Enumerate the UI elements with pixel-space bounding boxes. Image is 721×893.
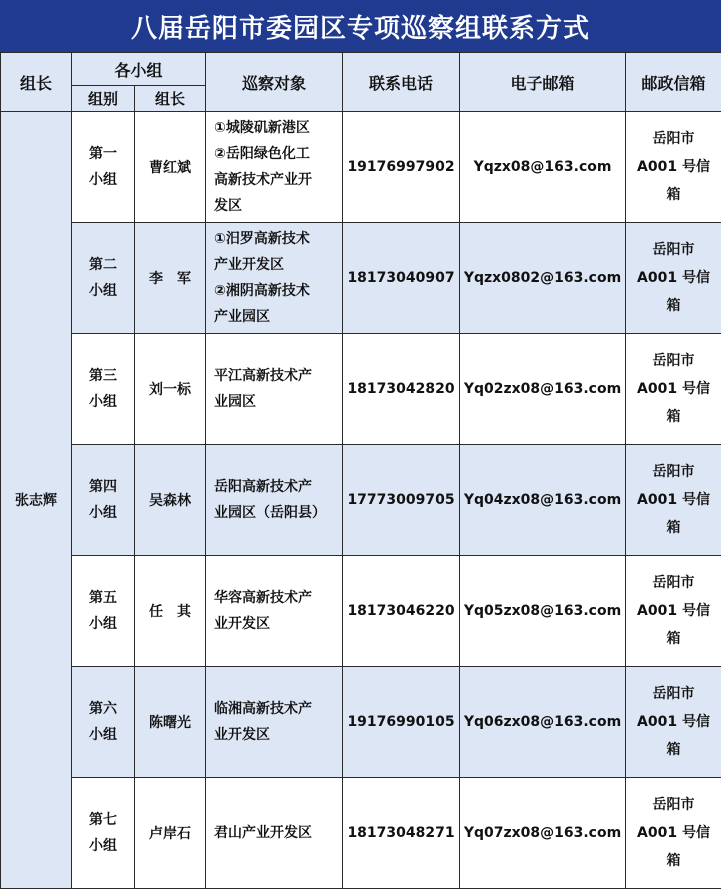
group-number-cell-line: 第二 (89, 257, 117, 273)
group-number-cell-line: 小组 (89, 616, 117, 632)
header-group-no: 组别 (72, 86, 135, 112)
target-cell-line: 临湘高新技术产 (214, 701, 313, 717)
email-cell: Yq05zx08@163.com (460, 556, 626, 667)
target-cell (206, 556, 343, 667)
email-cell: Yqzx0802@163.com (460, 223, 626, 334)
header-mailbox: 邮政信箱 (626, 53, 721, 112)
table-row (1, 556, 721, 667)
target-cell-line: 华容高新技术产 (214, 590, 313, 606)
header-target: 巡察对象 (206, 53, 343, 112)
contact-table (0, 52, 721, 889)
mailbox-cell (626, 112, 721, 223)
header-subgroups: 各小组 (72, 53, 206, 86)
group-number-cell-line: 第六 (89, 701, 117, 717)
group-leader-cell: 吴森林 (135, 445, 206, 556)
mailbox-cell-line: A001 号信 (637, 714, 710, 730)
group-leader-cell: 任 其 (135, 556, 206, 667)
mailbox-cell-line: A001 号信 (637, 159, 710, 175)
target-cell-line: 业开发区 (214, 616, 271, 632)
group-leader-cell: 曹红斌 (135, 112, 206, 223)
target-cell-line: 业园区（岳阳县） (214, 505, 327, 521)
table-row (1, 445, 721, 556)
target-cell-line: ①城陵矶新港区 (214, 120, 310, 136)
email-cell: Yqzx08@163.com (460, 112, 626, 223)
phone-cell: 17773009705 (343, 445, 460, 556)
mailbox-cell-line: 箱 (666, 853, 681, 869)
group-leader-cell: 卢岸石 (135, 778, 206, 889)
table-row (1, 112, 721, 223)
target-cell-line: 产业开发区 (214, 257, 285, 273)
target-cell-line: ②湘阴高新技术 (214, 283, 310, 299)
target-cell (206, 223, 343, 334)
target-cell (206, 667, 343, 778)
phone-cell: 18173042820 (343, 334, 460, 445)
mailbox-cell (626, 334, 721, 445)
group-number-cell (72, 667, 135, 778)
target-cell (206, 334, 343, 445)
group-leader-cell: 刘一标 (135, 334, 206, 445)
target-cell-line: ②岳阳绿色化工 (214, 146, 310, 162)
email-cell: Yq04zx08@163.com (460, 445, 626, 556)
group-number-cell (72, 445, 135, 556)
mailbox-cell-line: 箱 (666, 298, 681, 314)
target-cell-line: 高新技术产业开 (214, 172, 313, 188)
mailbox-cell-line: 岳阳市 (652, 464, 695, 480)
phone-cell: 18173048271 (343, 778, 460, 889)
target-cell (206, 112, 343, 223)
target-cell-line: 岳阳高新技术产 (214, 479, 313, 495)
group-number-cell-line: 小组 (89, 172, 117, 188)
phone-cell: 19176997902 (343, 112, 460, 223)
target-cell-line: ①汨罗高新技术 (214, 231, 310, 247)
group-number-cell (72, 223, 135, 334)
target-cell-line: 业园区 (214, 394, 257, 410)
group-number-cell (72, 778, 135, 889)
mailbox-cell-line: 岳阳市 (652, 575, 695, 591)
mailbox-cell-line: A001 号信 (637, 492, 710, 508)
group-number-cell-line: 第四 (89, 479, 117, 495)
group-leader-cell: 李 军 (135, 223, 206, 334)
email-cell: Yq06zx08@163.com (460, 667, 626, 778)
header-row (1, 53, 721, 86)
table-row (1, 667, 721, 778)
target-cell-line: 发区 (214, 198, 243, 214)
header-email: 电子邮箱 (460, 53, 626, 112)
group-number-cell-line: 小组 (89, 727, 117, 743)
mailbox-cell-line: 箱 (666, 631, 681, 647)
group-number-cell (72, 556, 135, 667)
group-leader-cell: 陈曙光 (135, 667, 206, 778)
mailbox-cell-line: A001 号信 (637, 603, 710, 619)
mailbox-cell-line: A001 号信 (637, 381, 710, 397)
mailbox-cell-line: 箱 (666, 409, 681, 425)
table-row (1, 334, 721, 445)
target-cell (206, 445, 343, 556)
page-title: 八届岳阳市委园区专项巡察组联系方式 (0, 0, 721, 52)
mailbox-cell-line: 箱 (666, 742, 681, 758)
target-cell-line: 业开发区 (214, 727, 271, 743)
header-phone: 联系电话 (343, 53, 460, 112)
group-number-cell-line: 第一 (89, 146, 117, 162)
team-leader-cell: 张志辉 (1, 112, 72, 889)
mailbox-cell (626, 223, 721, 334)
mailbox-cell-line: 岳阳市 (652, 686, 695, 702)
phone-cell: 19176990105 (343, 667, 460, 778)
group-number-cell (72, 112, 135, 223)
group-number-cell-line: 小组 (89, 283, 117, 299)
email-cell: Yq02zx08@163.com (460, 334, 626, 445)
mailbox-cell-line: 箱 (666, 187, 681, 203)
target-cell (206, 778, 343, 889)
phone-cell: 18173040907 (343, 223, 460, 334)
mailbox-cell-line: A001 号信 (637, 825, 710, 841)
header-group-leader: 组长 (135, 86, 206, 112)
mailbox-cell (626, 556, 721, 667)
group-number-cell (72, 334, 135, 445)
group-number-cell-line: 第七 (89, 812, 117, 828)
table-row (1, 223, 721, 334)
mailbox-cell (626, 667, 721, 778)
target-cell-line: 君山产业开发区 (214, 825, 313, 841)
group-number-cell-line: 小组 (89, 394, 117, 410)
email-cell: Yq07zx08@163.com (460, 778, 626, 889)
group-number-cell-line: 小组 (89, 505, 117, 521)
table-row (1, 778, 721, 889)
group-number-cell-line: 小组 (89, 838, 117, 854)
mailbox-cell-line: 岳阳市 (652, 353, 695, 369)
mailbox-cell-line: 岳阳市 (652, 797, 695, 813)
group-number-cell-line: 第五 (89, 590, 117, 606)
mailbox-cell (626, 778, 721, 889)
mailbox-cell-line: 岳阳市 (652, 242, 695, 258)
mailbox-cell-line: 箱 (666, 520, 681, 536)
mailbox-cell (626, 445, 721, 556)
target-cell-line: 平江高新技术产 (214, 368, 313, 384)
header-leader: 组长 (1, 53, 72, 112)
group-number-cell-line: 第三 (89, 368, 117, 384)
target-cell-line: 产业园区 (214, 309, 271, 325)
phone-cell: 18173046220 (343, 556, 460, 667)
mailbox-cell-line: A001 号信 (637, 270, 710, 286)
mailbox-cell-line: 岳阳市 (652, 131, 695, 147)
